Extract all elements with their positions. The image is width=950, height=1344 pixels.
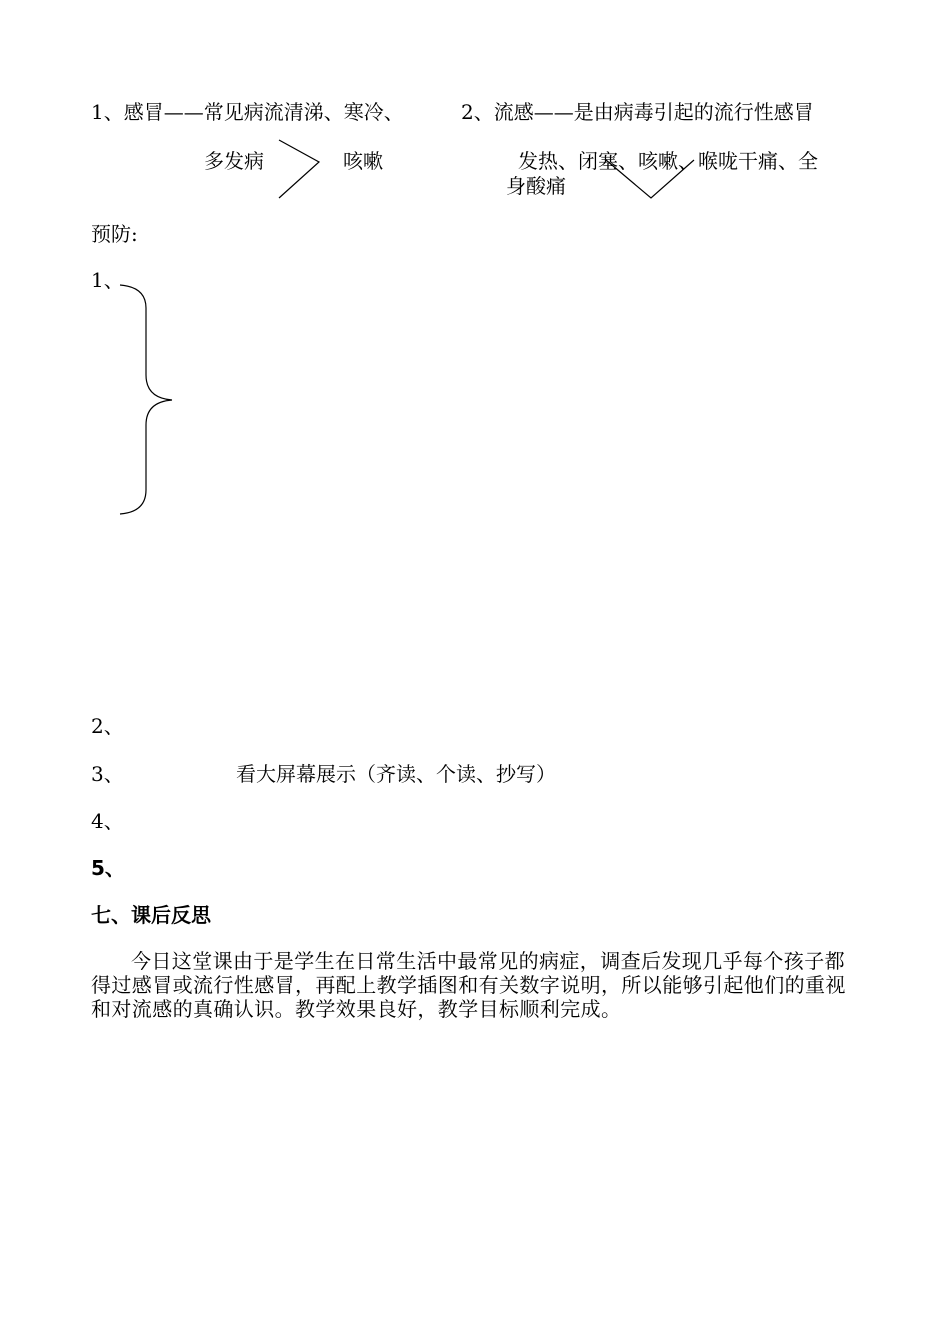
- cough-label: 咳嗽: [343, 149, 383, 173]
- flu-symptoms: 发热、闭塞、咳嗽、喉咙干痛、全: [518, 149, 818, 173]
- reflection-paragraph: 今日这堂课由于是学生在日常生活中最常见的病症，调查后发现几乎每个孩子都得过感冒或流行性感冒，再配上教学插图和有关数字说明，所以能够引起他们的重视和对流感的真确认识。教学效果良好，教学目标顺利完成。: [91, 949, 846, 1021]
- right-brace-shape: [120, 285, 172, 514]
- right-chevron-shape: [279, 140, 319, 198]
- common-disease-label: 多发病: [204, 149, 264, 173]
- list-item-3: 3、: [91, 762, 124, 786]
- flu-definition: 2、流感——是由病毒引起的流行性感冒: [461, 100, 814, 124]
- cold-definition: 1、感冒——常见病流清涕、寒冷、: [91, 100, 404, 124]
- flu-symptoms-continued: 身酸痛: [506, 174, 566, 198]
- list-item-5: 5、: [91, 856, 125, 880]
- list-item-2: 2、: [91, 714, 124, 738]
- list-item-4: 4、: [91, 809, 124, 833]
- list-item-3-text: 看大屏幕展示（齐读、个读、抄写）: [236, 762, 556, 786]
- reflection-heading: 七、课后反思: [91, 903, 211, 927]
- list-item-1: 1、: [91, 268, 124, 292]
- prevention-label: 预防:: [91, 222, 138, 246]
